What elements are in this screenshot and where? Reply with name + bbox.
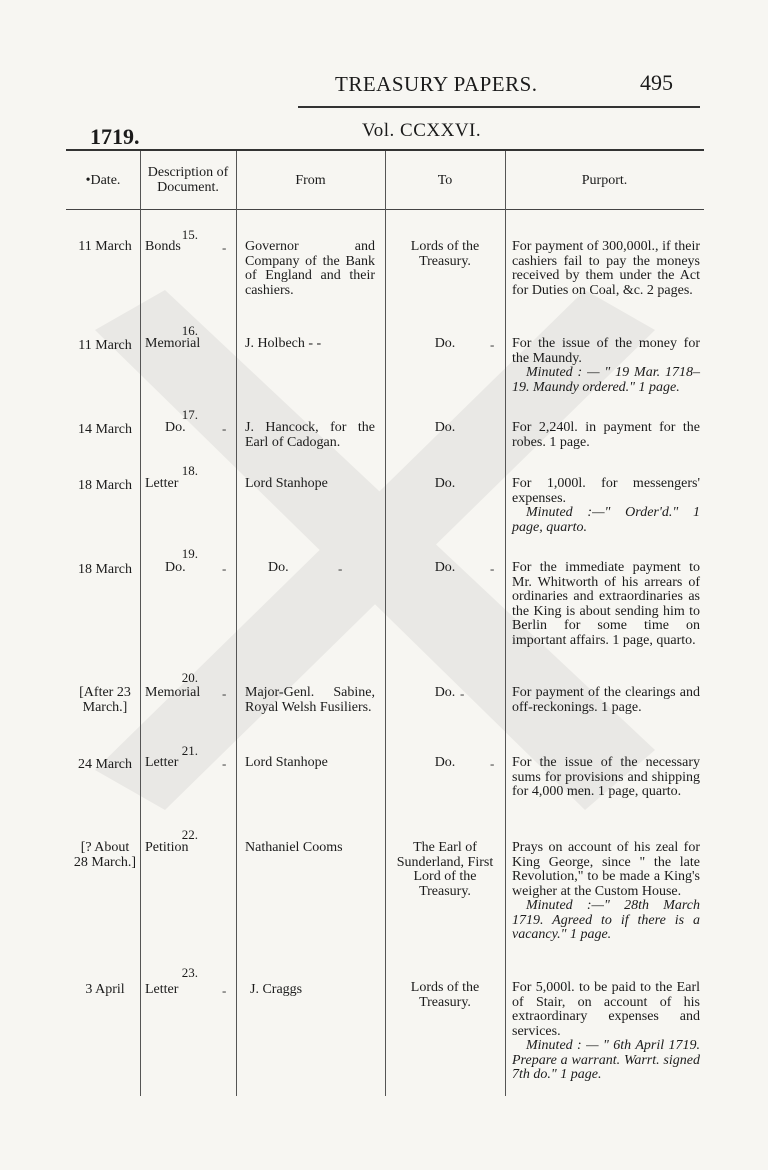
entry-number: 23.	[181, 965, 198, 980]
entry-number: 22.	[181, 827, 198, 842]
column-header-date: •Date.	[85, 173, 121, 188]
column-divider	[505, 151, 506, 1096]
entry-purport	[512, 981, 700, 1083]
entry-description: Letter	[145, 476, 179, 491]
entry-number: 21.	[181, 743, 198, 758]
purport-text: For the issue of the necessary sums for provisions and shipping for 4,000 men. 1 page, quarto.	[512, 755, 700, 799]
column-header-from: From	[295, 173, 326, 188]
purport-text: For payment of 300,000l., if their cashiers fail to pay the moneys received by them under the Act for Duties on Coal, &c. 2 pages.	[512, 239, 700, 298]
entry-from: Lord Stanhope	[245, 755, 328, 770]
entry-to: Do.	[434, 560, 456, 575]
volume-heading: Vol. CCXXVI.	[362, 120, 482, 141]
entry-purport	[512, 477, 700, 535]
entry-purport	[512, 841, 700, 943]
column-divider	[140, 151, 141, 1096]
page-number: 495	[640, 70, 673, 95]
entry-purport	[512, 421, 700, 450]
entry-from: J. Holbech - -	[245, 336, 322, 351]
leader-dash: -	[222, 421, 227, 436]
leader-dash: -	[222, 240, 227, 255]
entry-number: 18.	[181, 463, 198, 478]
entry-date: 18 March	[77, 478, 133, 493]
entry-description: Memorial	[145, 336, 201, 351]
entry-from: Governor and Company of the Bank of England and their cashiers.	[245, 239, 375, 298]
entry-description: Do.	[165, 420, 186, 435]
entry-description: Letter	[145, 982, 179, 997]
entry-description: Memorial	[145, 685, 201, 700]
entry-date: 24 March	[77, 757, 133, 772]
leader-dash: -	[222, 983, 227, 998]
leader-dash: -	[490, 756, 495, 771]
purport-text: For payment of the clearings and off-reckonings. 1 page.	[512, 685, 700, 715]
entry-from: Major-Genl. Sabine, Royal Welsh Fusiliers.	[245, 685, 375, 715]
purport-minute: Minuted : — " 19 Mar. 1718–19. Maundy ordered." 1 page.	[512, 365, 700, 395]
entry-description: Bonds	[145, 239, 181, 254]
leader-dash: -	[460, 686, 465, 701]
entry-from: J. Hancock, for the Earl of Cadogan.	[245, 420, 375, 450]
leader-dash: -	[490, 561, 495, 576]
entry-to: The Earl of Sunderland, First Lord of the Treasury.	[396, 840, 494, 899]
entry-date: 11 March	[78, 338, 132, 353]
purport-text: For 2,240l. in payment for the robes. 1 page.	[512, 420, 700, 450]
entry-from: J. Craggs	[250, 982, 303, 997]
entry-purport	[512, 561, 700, 648]
entry-from: Nathaniel Cooms	[245, 840, 343, 855]
entry-date: 18 March	[77, 562, 133, 577]
purport-minute: Minuted :—" 28th March 1719. Agreed to if there is a vacancy." 1 page.	[512, 898, 700, 942]
purport-text: Prays on account of his zeal for King George, since " the late Revolution," to be made a King's weigher at the Custom House.	[512, 840, 700, 899]
entry-date: [? About 28 March.]	[73, 840, 137, 870]
entry-purport	[512, 337, 700, 395]
running-title: TREASURY PAPERS.	[335, 72, 538, 96]
column-header-description: Description of Document.	[147, 165, 229, 195]
leader-dash: -	[222, 561, 227, 576]
entry-to: Lords of the Treasury.	[410, 980, 480, 1010]
entry-description: Do.	[165, 560, 186, 575]
entry-description: Petition	[145, 840, 189, 855]
entry-to: Do.	[434, 476, 456, 491]
entry-number: 19.	[181, 546, 198, 561]
purport-minute: Minuted : — " 6th April 1719. Prepare a warrant. Warrt. signed 7th do." 1 page.	[512, 1038, 700, 1082]
entry-number: 17.	[181, 407, 198, 422]
entry-purport	[512, 686, 700, 715]
purport-text: For 5,000l. to be paid to the Earl of Stair, on account of his extraordinary expenses and services.	[512, 980, 700, 1039]
column-header-to: To	[437, 173, 453, 188]
column-header-purport: Purport.	[581, 173, 628, 188]
entry-from: Do.	[268, 560, 289, 575]
entry-purport	[512, 240, 700, 298]
leader-dash: -	[222, 756, 227, 771]
purport-text: For the issue of the money for the Maundy.	[512, 336, 700, 366]
entry-to: Do.	[434, 420, 456, 435]
entry-to: Lords of the Treasury.	[410, 239, 480, 269]
entry-number: 20.	[181, 670, 198, 685]
column-divider	[385, 151, 386, 1096]
title-rule	[298, 106, 700, 108]
entry-to: Do.	[434, 685, 456, 700]
column-divider	[236, 151, 237, 1096]
entry-date: 11 March	[78, 239, 132, 254]
entry-date: 3 April	[85, 982, 125, 997]
entry-description: Letter	[145, 755, 179, 770]
leader-dash: -	[338, 561, 343, 576]
entry-purport	[512, 756, 700, 800]
leader-dash: -	[222, 686, 227, 701]
year-heading: 1719.	[90, 124, 140, 149]
purport-text: For 1,000l. for messengers' expenses.	[512, 476, 700, 506]
entry-from: Lord Stanhope	[245, 476, 328, 491]
purport-minute: Minuted :—" Order'd." 1 page, quarto.	[512, 505, 700, 535]
entry-number: 15.	[181, 227, 198, 242]
entry-number: 16.	[181, 323, 198, 338]
entry-date: [After 23 March.]	[79, 685, 131, 715]
purport-text: For the immediate payment to Mr. Whitworth of his arrears of ordinaries and extraordinaries as the King is about sending him to Berlin for some time on important affairs. 1 page, quarto.	[512, 560, 700, 648]
entry-date: 14 March	[77, 422, 133, 437]
leader-dash: -	[490, 337, 495, 352]
entry-to: Do.	[434, 336, 456, 351]
entry-to: Do.	[434, 755, 456, 770]
